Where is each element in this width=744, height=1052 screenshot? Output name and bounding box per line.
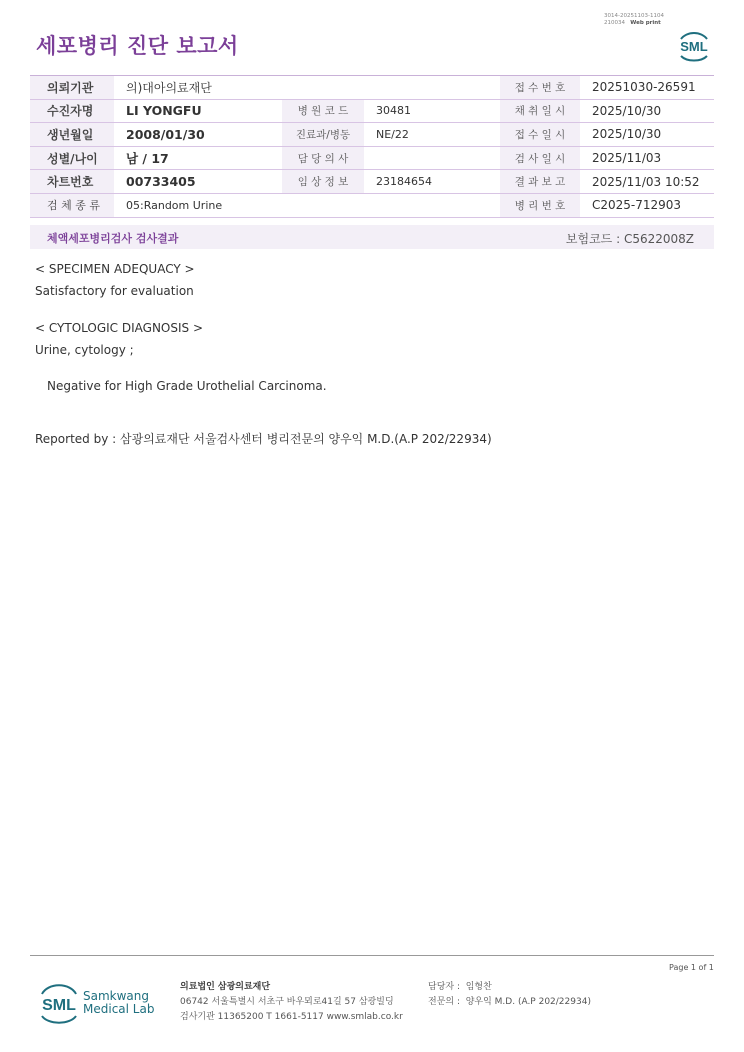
company-name: 의료법인 삼광의료재단: [180, 982, 271, 992]
pathology-number-label: 병 리 번 호: [500, 193, 580, 217]
sex-age-value: 남 / 17: [114, 146, 282, 170]
chart-number-value: 00733405: [114, 170, 282, 194]
receipt-number-value: 20251030-26591: [580, 76, 714, 100]
diagnosis-heading: < CYTOLOGIC DIAGNOSIS >: [35, 321, 204, 335]
receipt-number-label: 접 수 번 호: [500, 76, 580, 100]
receipt-date-value: 2025/10/30: [580, 123, 714, 147]
specimen-type-value: 05:Random Urine: [114, 193, 282, 217]
info-row: [30, 123, 714, 147]
collection-date-value: 2025/10/30: [580, 99, 714, 123]
insurance-code: 보험코드 : C5622008Z: [565, 232, 694, 246]
chart-number-label: 차트번호: [30, 170, 114, 194]
patient-name-value: LI YONGFU: [114, 99, 282, 123]
document-code: 3014-20251103-1104 210034 Web print: [604, 13, 664, 26]
sml-logo-icon: [37, 980, 81, 1026]
page-number: Page 1 of 1: [669, 963, 714, 972]
birth-date-label: 생년월일: [30, 123, 114, 147]
exam-date-label: 검 사 일 시: [500, 146, 580, 170]
physician-label: 담 당 의 사: [282, 146, 364, 170]
company-address: 06742 서울특별시 서초구 바우뫼로41길 57 삼광빌딩: [180, 997, 394, 1007]
result-section-header: [30, 225, 714, 249]
staff-name: 임형찬: [465, 982, 492, 992]
hospital-code-value: 30481: [364, 99, 500, 123]
section-title: 체액세포병리검사 검사결과: [47, 232, 179, 245]
clinical-info-value: 23184654: [364, 170, 500, 194]
staff-label: 담당자 :: [428, 982, 460, 992]
brand-name: Samkwang Medical Lab: [83, 989, 155, 1016]
result-report-label: 결 과 보 고: [500, 170, 580, 194]
sex-age-label: 성별/나이: [30, 146, 114, 170]
institution-value: 의)대아의료재단: [114, 76, 282, 100]
svg-text:SML: SML: [680, 39, 708, 54]
footer-logo: [37, 980, 159, 1026]
specialist-name: 양우익 M.D. (A.P 202/22934): [465, 997, 591, 1007]
svg-text:SML: SML: [42, 997, 76, 1014]
pathology-number-value: C2025-712903: [580, 193, 714, 217]
report-title: 세포병리 진단 보고서: [36, 34, 239, 58]
birth-date-value: 2008/01/30: [114, 123, 282, 147]
info-row: [30, 170, 714, 194]
patient-name-label: 수진자명: [30, 99, 114, 123]
physician-value: [364, 146, 500, 170]
sml-logo: [675, 27, 713, 63]
diagnosis-site: Urine, cytology ;: [35, 343, 134, 357]
collection-date-label: 채 취 일 시: [500, 99, 580, 123]
institution-label: 의뢰기관: [30, 76, 114, 100]
result-report-value: 2025/11/03 10:52: [580, 170, 714, 194]
clinical-info-label: 임 상 정 보: [282, 170, 364, 194]
reported-by: Reported by : 삼광의료재단 서울검사센터 병리전문의 양우익 M.D.(A.P 202/22934): [35, 432, 492, 446]
department-label: 진료과/병동: [282, 123, 364, 147]
specimen-type-label: 검 체 종 류: [30, 193, 114, 217]
info-row: [30, 146, 714, 170]
exam-date-value: 2025/11/03: [580, 146, 714, 170]
hospital-code-label: 병 원 코 드: [282, 99, 364, 123]
footer-staff-info: [428, 980, 591, 1010]
footer-divider: [30, 955, 714, 956]
adequacy-text: Satisfactory for evaluation: [35, 284, 194, 298]
adequacy-heading: < SPECIMEN ADEQUACY >: [35, 262, 195, 276]
footer-company-info: [180, 980, 403, 1025]
department-value: NE/22: [364, 123, 500, 147]
specialist-label: 전문의 :: [428, 997, 460, 1007]
info-row: [30, 193, 714, 217]
receipt-date-label: 접 수 일 시: [500, 123, 580, 147]
company-contact: 검사기관 11365200 T 1661-5117 www.smlab.co.kr: [180, 1012, 403, 1022]
info-row: [30, 76, 714, 100]
patient-info-table: [30, 75, 714, 218]
diagnosis-text: Negative for High Grade Urothelial Carcinoma.: [47, 379, 327, 393]
info-row: [30, 99, 714, 123]
